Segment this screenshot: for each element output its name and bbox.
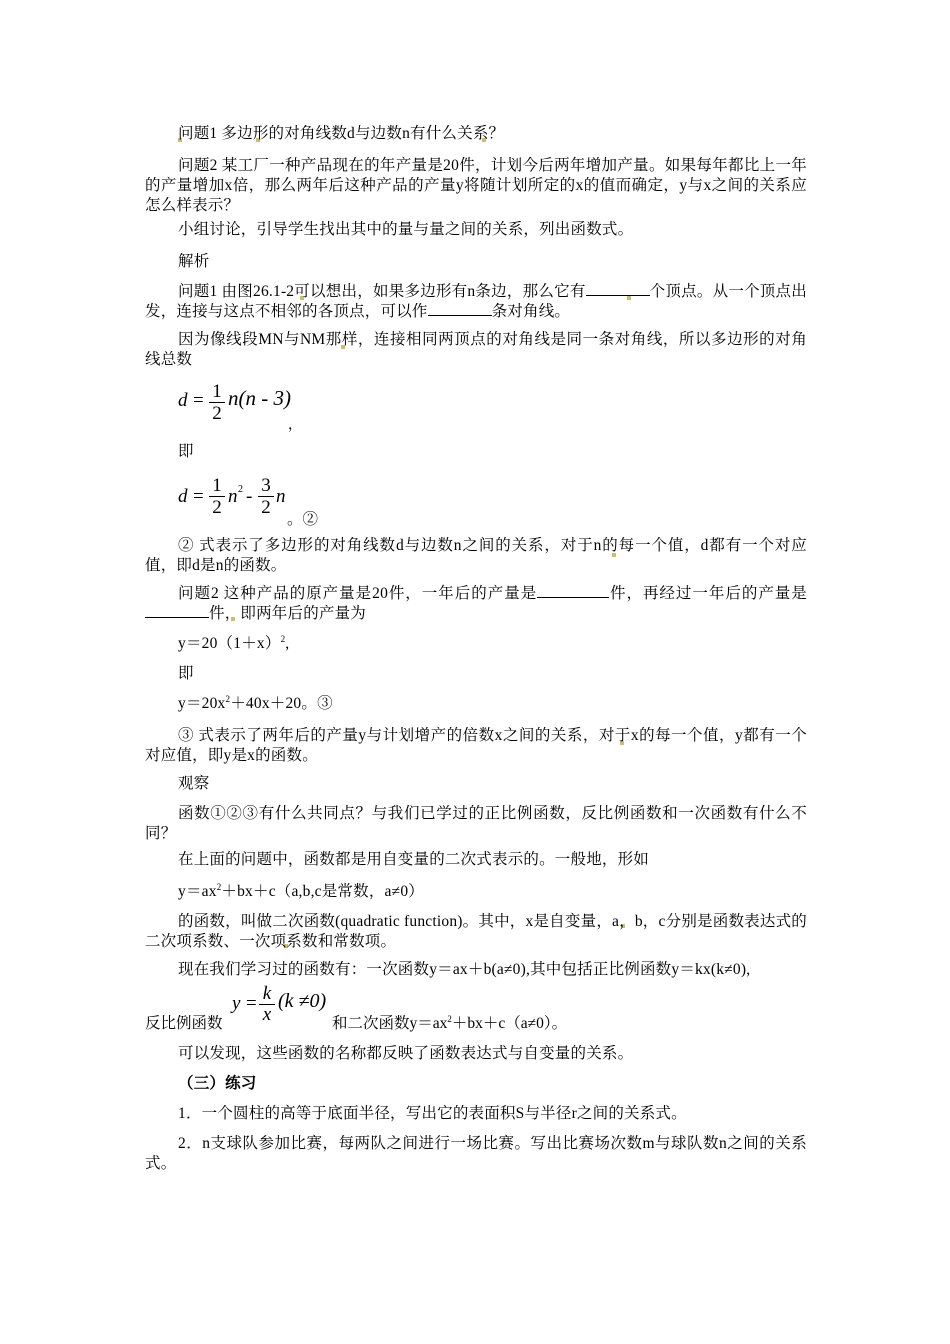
formula-3-description: ③ 式表示了两年后的产量y与计划增产的倍数x之间的关系，对于x的每一个值，y都有一个对应值，即y是x的函数。 bbox=[145, 727, 807, 764]
document-page: 问题1 多边形的对角线数d与边数n有什么关系？ 问题2 某工厂一种产品现在的年产量是20件，计划今后两年增加产量。如果每年都比上一年的产量增加x倍，那么两年后这种产品的产量y将随计划所定的x的值而确定，y与x之间的关系应怎么样表示？ 小组讨论，引导学生找出其中的量与量之间的关系，列出函数式。 解析 问题1 由图26.1-2可以想出，如果多边形有n条边，那么它有 个顶点。从一个顶点出发，连接与这点不相邻的各顶点，可以作 条对角线。 因为像线段MN与NM那样，连接相同两顶点的对角线是同一条对角线，所以多边形的对角线总数 d = 1 2 n(n - 3) ， 即 d = 1 2 n 2 - 3 2 n 。② ② 式表示了多边形的对角线数d与边数n之间的关系，对于n的每一个值，d都有一个对应值，即d是n的函数。 问题2 这种产品的原产量是20件，一年后的产量是 件，再经过一年后的产量是件，即两年后的产量为 $y=20(1+x)^2$, 即 $y=20x^2+40x+20$。③ ③ 式表示了两年后的产量y与计划增产的倍数x之间的关系，对于x的每一个值，y都有一个对应值，即y是x的函数。 观察 函数①②③有什么共同点？与我们已学过的正比例函数，反比例函数和一次函数有什么不同？ 在上面的问题中，函数都是用自变量的二次式表示的。一般地，形如 $y=ax^2+bx+c(a,b,c$是常数，a≠0） 的函数，叫做二次函数(quadratic function)。其中，x是自变量，a，b，c分别是函数表达式的二次项系数、一次项系数和常数项。 现在我们学习过的函数有：一次函数y＝ax＋b(a≠0),其中包括正比例函数y＝kx(k≠0), 反比例函数 y = k x (k ≠0) 和二次函数$y=ax^2+bx+c(a\ne 0)$。 可以发现，这些函数的名称都反映了函数表达式与自变量的关系。 （三）练习 1．一个圆柱的高等于底面半径，写出它的表面积S与半径r之间的关系式。 2．n支球队参加比赛，每两队之间进行一场比赛。写出比赛场次数m与球队数n之间的关系式。 bbox=[145, 125, 807, 1172]
conclusion-text: 可以发现，这些函数的名称都反映了函数表达式与自变量的关系。 bbox=[178, 1045, 634, 1062]
question-1: 问题1 多边形的对角线数d与边数n有什么关系？ bbox=[178, 125, 505, 142]
general-form-equation: $y=ax^2+bx+c(a,b,c$是常数，a≠0） bbox=[178, 882, 424, 900]
that-is-1: 即 bbox=[178, 443, 194, 460]
that-is-2: 即 bbox=[178, 665, 194, 682]
discussion-text: 小组讨论，引导学生找出其中的量与量之间的关系，列出函数式。 bbox=[178, 221, 634, 238]
answer-1: 问题1 由图26.1-2可以想出，如果多边形有n条边，那么它有 个顶点。从一个顶点出发，连接与这点不相邻的各顶点，可以作 条对角线。 bbox=[145, 283, 807, 320]
quadratic-definition: 的函数，叫做二次函数(quadratic function)。其中，x是自变量，a，b，c分别是函数表达式的二次项系数、一次项系数和常数项。 bbox=[145, 913, 807, 950]
question-2: 问题2 某工厂一种产品现在的年产量是20件，计划今后两年增加产量。如果每年都比上一年的产量增加x倍，那么两年后这种产品的产量y将随计划所定的x的值而确定，y与x之间的关系应怎么样表示？ bbox=[145, 157, 807, 214]
observe-heading: 观察 bbox=[178, 775, 210, 792]
exercise-2: 2．n支球队参加比赛，每两队之间进行一场比赛。写出比赛场次数m与球队数n之间的关系式。 bbox=[145, 1135, 807, 1172]
output-equation-2: $y=20x^2+40x+20$。③ bbox=[178, 694, 333, 712]
exercise-1: 1．一个圆柱的高等于底面半径，写出它的表面积S与半径r之间的关系式。 bbox=[178, 1105, 687, 1122]
general-form-intro: 在上面的问题中，函数都是用自变量的二次式表示的。一般地，形如 bbox=[178, 851, 650, 868]
analysis-heading: 解析 bbox=[178, 253, 210, 270]
formula-2-description: ② 式表示了多边形的对角线数d与边数n之间的关系，对于n的每一个值，d都有一个对应值，即d是n的函数。 bbox=[145, 537, 807, 574]
practice-heading: （三）练习 bbox=[178, 1075, 257, 1092]
output-equation-1: $y=20(1+x)^2$, bbox=[178, 634, 290, 652]
observe-question: 函数①②③有什么共同点？与我们已学过的正比例函数，反比例函数和一次函数有什么不同？ bbox=[145, 805, 807, 842]
answer-2: 问题2 这种产品的原产量是20件，一年后的产量是 件，再经过一年后的产量是件，即两年后的产量为 bbox=[145, 584, 807, 624]
learned-functions: 现在我们学习过的函数有：一次函数y＝ax＋b(a≠0),其中包括正比例函数y＝kx(k≠0), bbox=[178, 961, 751, 978]
diagonal-total-text: 因为像线段MN与NM那样，连接相同两顶点的对角线是同一条对角线，所以多边形的对角线总数 bbox=[145, 331, 807, 368]
